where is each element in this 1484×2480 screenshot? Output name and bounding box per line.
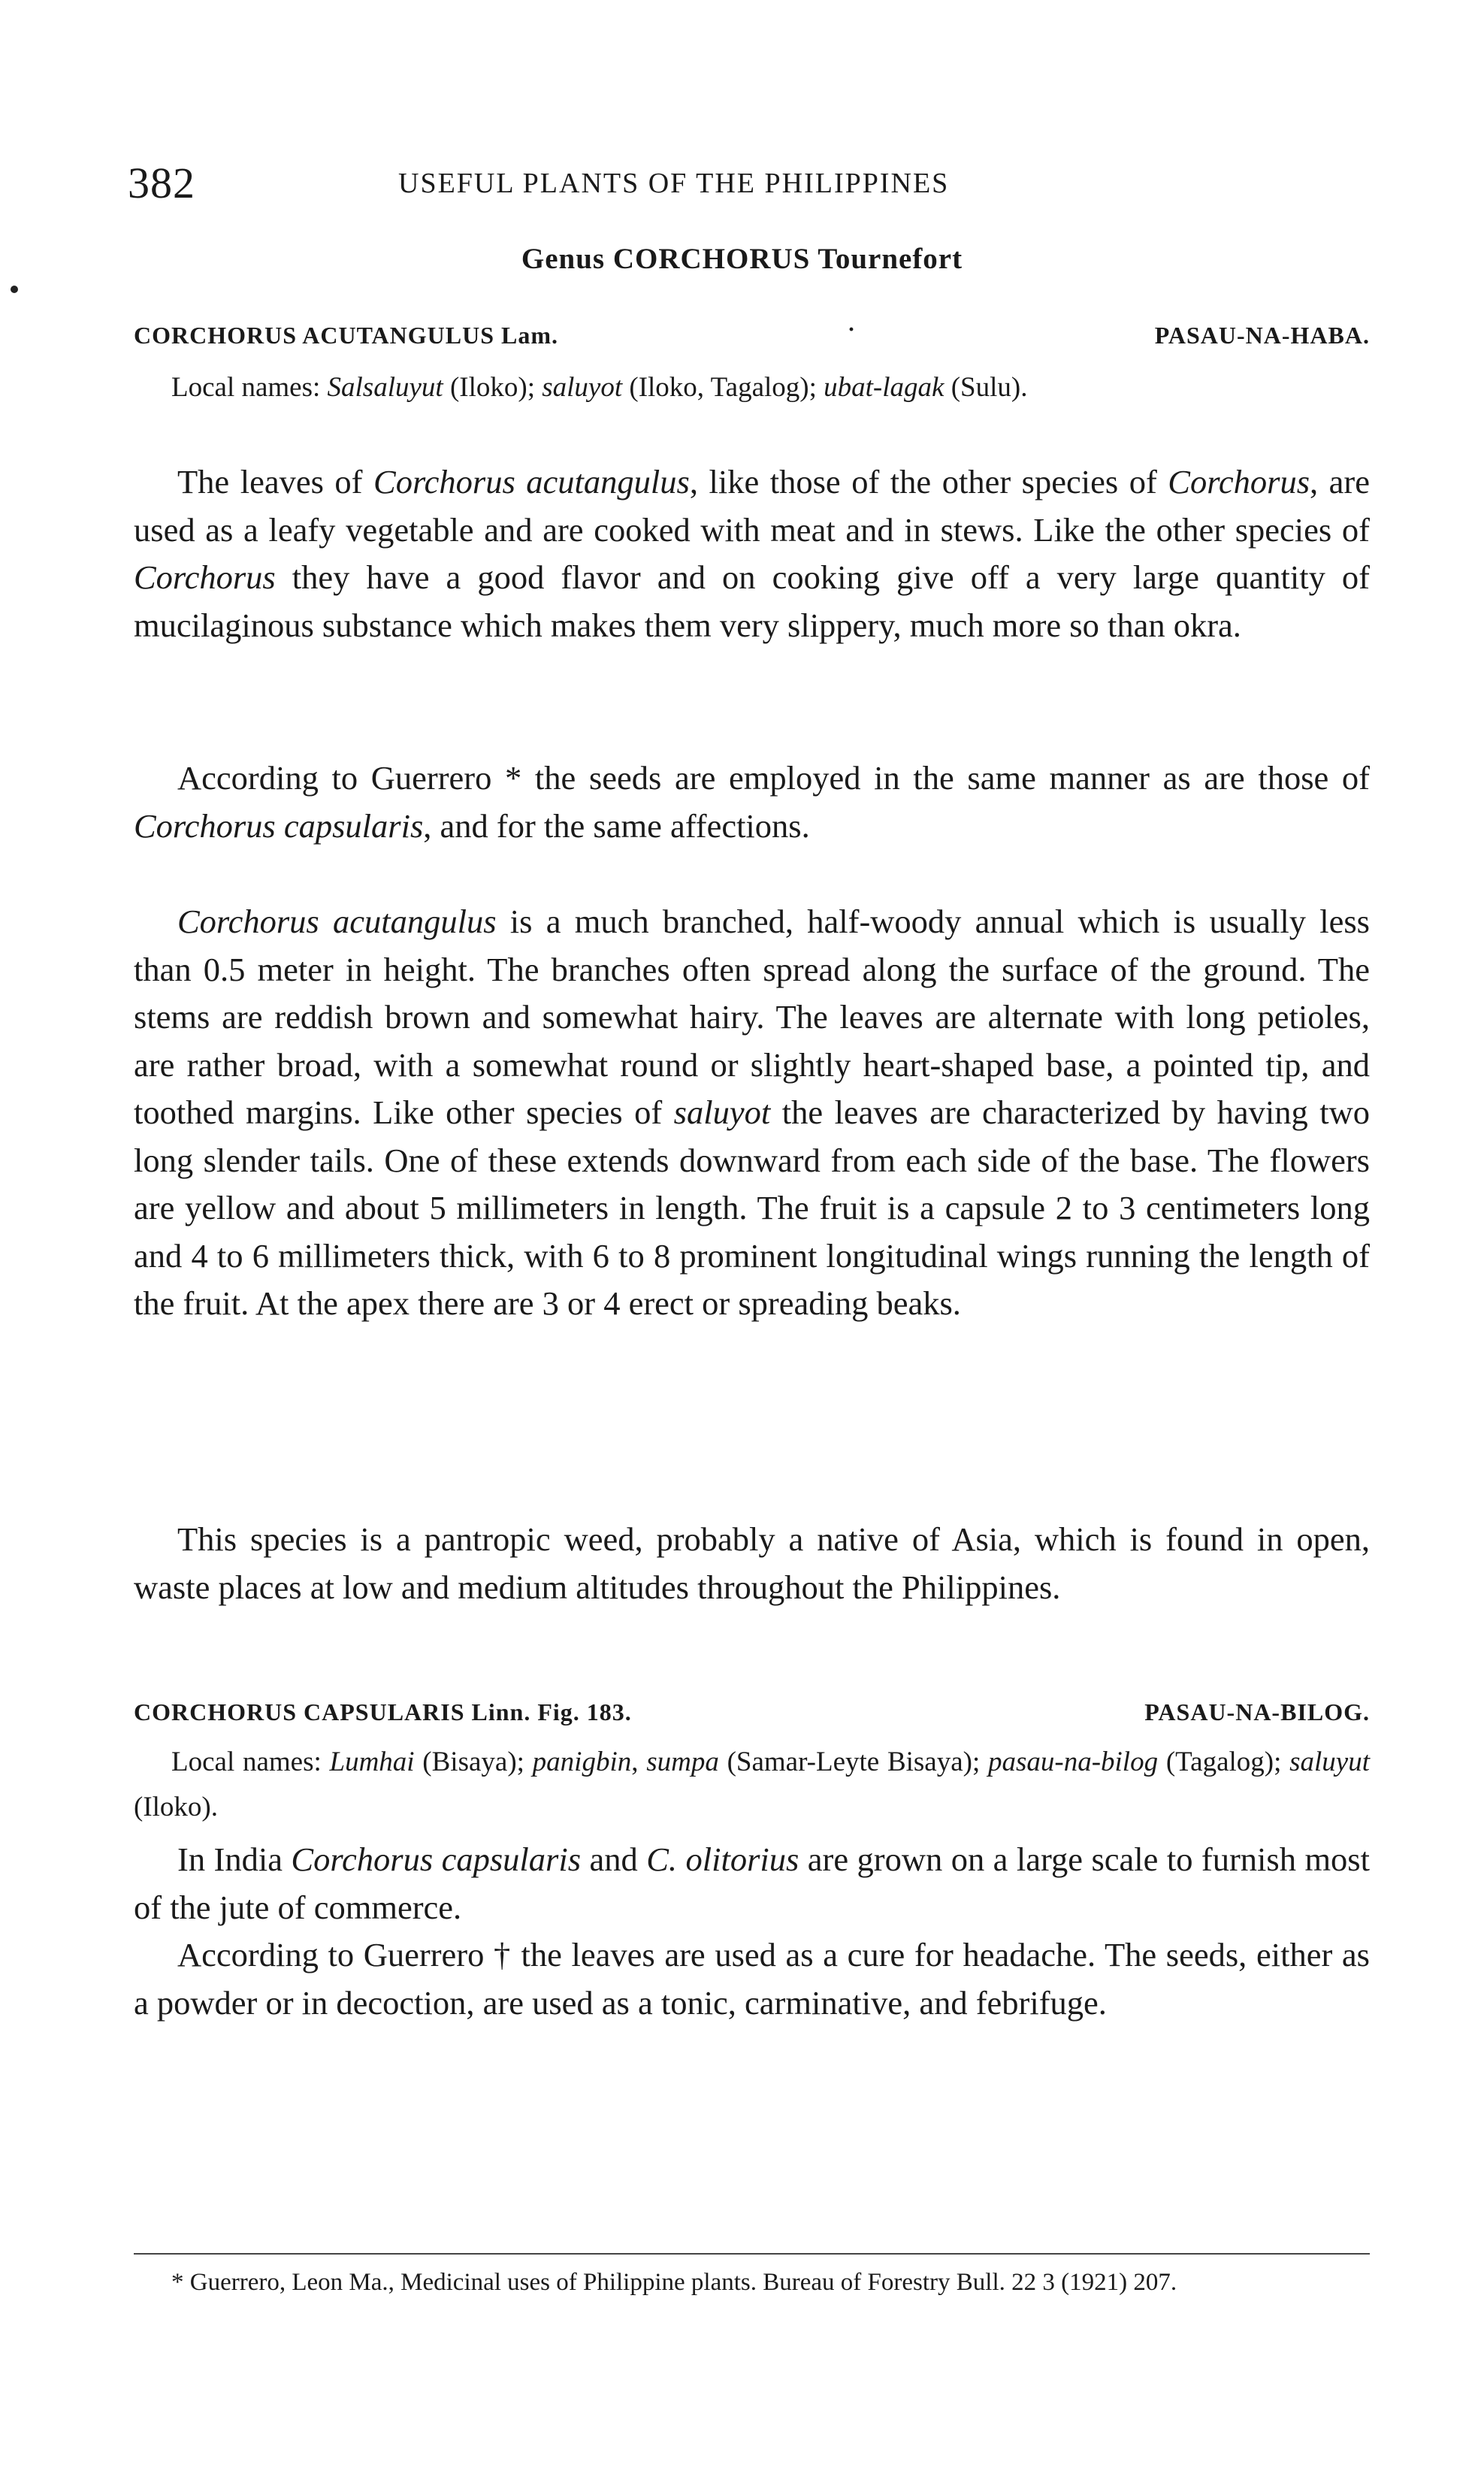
paragraph: The leaves of Corchorus acutangulus, like those of the other species of Corchorus, are used as a leafy vegetable and are cooked with meat and in stews. Like the other species of Corchorus they have a good flavor and on cooking give off a very large quantity of mucilaginous substance which makes them very slippery, much more so than okra.	[134, 463, 1371, 644]
local-names	[134, 1740, 1370, 1830]
footnote: * Guerrero, Leon Ma., Medicinal uses of Philippine plants. Bureau of Forestry Bull. 22 3 (1921) 207.	[171, 2269, 1177, 2296]
local-names	[134, 365, 1370, 410]
filipino-name: PASAU-NA-HABA.	[1154, 322, 1370, 349]
local-names-label: Local names:	[171, 372, 321, 403]
decorative-dot: ·	[848, 317, 857, 342]
page-number: 382	[128, 159, 195, 207]
paragraph: In India Corchorus capsularis and C. olitorius are grown on a large scale to furnish most of the jute of commerce.	[134, 1840, 1370, 1926]
footnote-rule	[134, 2253, 1370, 2255]
genus-heading: Genus CORCHORUS Tournefort	[521, 243, 963, 275]
species-heading	[134, 1698, 1370, 1731]
paragraph: According to Guerrero * the seeds are employed in the same manner as are those of Corchorus capsularis, and for the same affections.	[134, 759, 1370, 845]
species-name: CORCHORUS CAPSULARIS Linn. Fig. 183.	[134, 1698, 632, 1725]
margin-mark	[11, 286, 18, 293]
paragraph: According to Guerrero † the leaves are used as a cure for headache. The seeds, either as a powder or in decoction, are used as a tonic, carminative, and febrifuge.	[134, 1936, 1370, 2022]
running-title: USEFUL PLANTS OF THE PHILIPPINES	[398, 168, 950, 199]
paragraph: This species is a pantropic weed, probably a native of Asia, which is found in open, waste places at low and medium altitudes throughout the Philippines.	[134, 1520, 1370, 1606]
paragraph: Corchorus acutangulus is a much branched, half-woody annual which is usually less than 0.5 meter in height. The branches often spread along the surface of the ground. The stems are reddish brown and somewhat hairy. The leaves are alternate with long petioles, are rather broad, with a somewhat round or slightly heart-shaped base, a pointed tip, and toothed margins. Like other species of saluyot the leaves are characterized by having two long slender tails. One of these extends downward from each side of the base. The flowers are yellow and about 5 millimeters in length. The fruit is a capsule 2 to 3 centimeters long and 4 to 6 millimeters thick, with 6 to 8 prominent longitudinal wings running the length of the fruit. At the apex there are 3 or 4 erect or spreading beaks.	[134, 903, 1371, 1322]
running-header	[128, 158, 1364, 207]
local-names-text: Lumhai (Bisaya); panigbin, sumpa (Samar-Leyte Bisaya); pasau-na-bilog (Tagalog); saluyut (Iloko).	[134, 1747, 1371, 1822]
local-names-text: Salsaluyut (Iloko); saluyot (Iloko, Tagalog); ubat-lagak (Sulu).	[327, 372, 1028, 403]
filipino-name: PASAU-NA-BILOG.	[1144, 1698, 1370, 1725]
species-name: CORCHORUS ACUTANGULUS Lam.	[134, 322, 559, 349]
species-heading	[134, 317, 1370, 355]
local-names-label: Local names:	[171, 1747, 322, 1777]
